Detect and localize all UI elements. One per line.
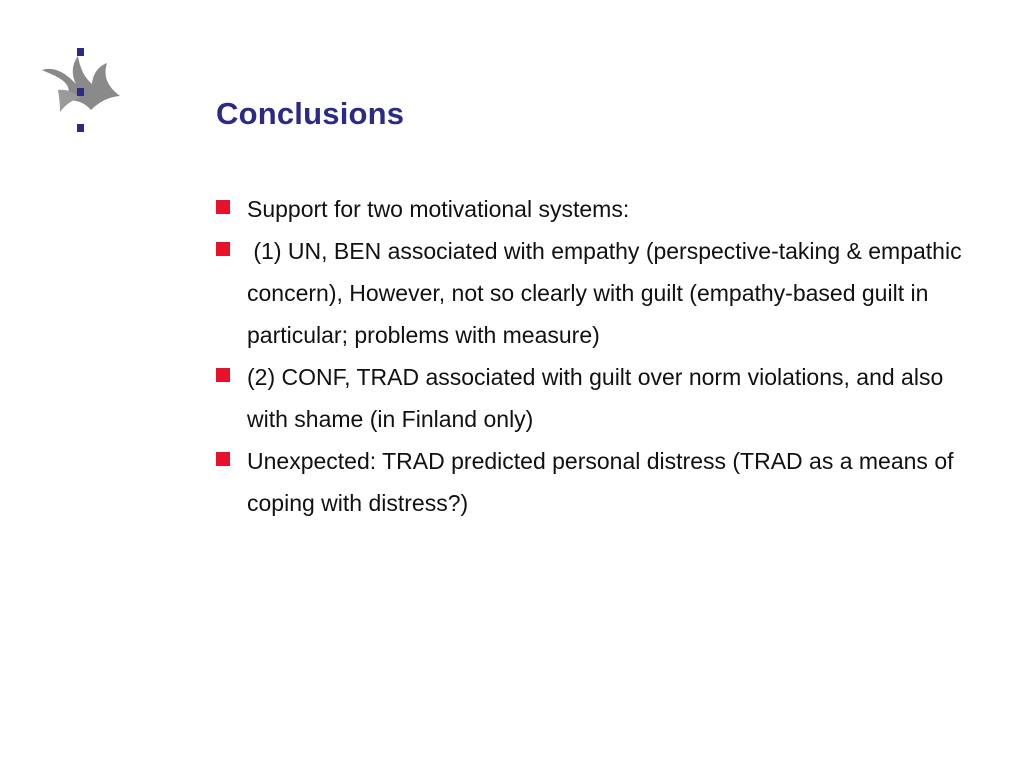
bullet-list <box>216 188 986 524</box>
logo-dot-middle <box>77 88 84 96</box>
bullet-item <box>216 440 986 524</box>
logo-dot-top <box>77 48 84 56</box>
slide-title: Conclusions <box>216 96 405 131</box>
red-square-bullet-icon <box>216 368 230 382</box>
logo-dot-bottom <box>77 124 84 132</box>
bullet-item <box>216 356 986 440</box>
red-square-bullet-icon <box>216 200 230 214</box>
flame-icon <box>36 46 128 138</box>
bullet-text: Unexpected: TRAD predicted personal distress (TRAD as a means of coping with distress?) <box>247 448 960 516</box>
bullet-item <box>216 188 986 230</box>
bullet-text: (2) CONF, TRAD associated with guilt over norm violations, and also with shame (in Finland only) <box>247 364 950 432</box>
bullet-text: Support for two motivational systems: <box>247 196 630 222</box>
bullet-text: (1) UN, BEN associated with empathy (perspective-taking & empathic concern), However, not so clearly with guilt (empathy-based guilt in particular; problems with measure) <box>247 238 968 348</box>
red-square-bullet-icon <box>216 242 230 256</box>
university-logo <box>36 46 128 138</box>
bullet-item <box>216 230 986 356</box>
red-square-bullet-icon <box>216 452 230 466</box>
